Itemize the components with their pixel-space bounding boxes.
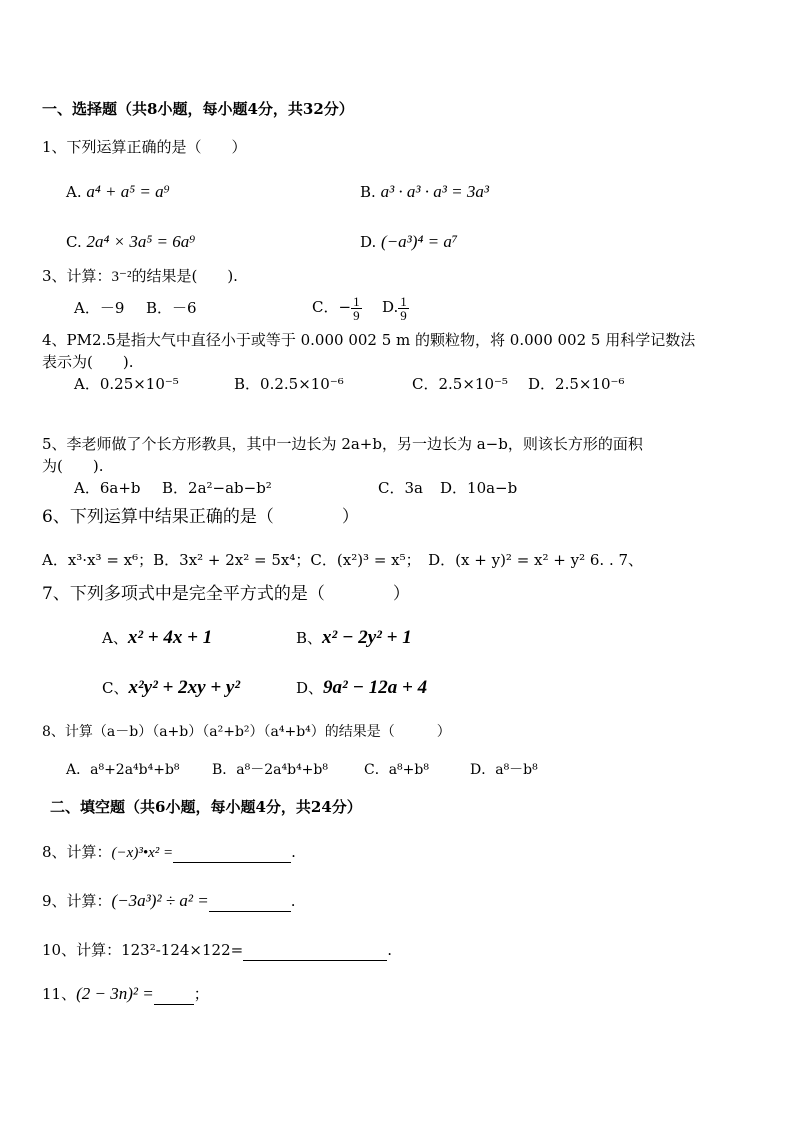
q3-option-d-label: D. bbox=[382, 298, 399, 316]
fill-question-9 bbox=[42, 891, 295, 912]
q1-option-c bbox=[66, 232, 195, 252]
q3-option-c-fraction bbox=[351, 295, 362, 322]
q3-expression: 3⁻² bbox=[111, 269, 132, 285]
q8-option-c: C．a⁸+b⁸ bbox=[364, 762, 429, 778]
q7-option-c-label: C、 bbox=[102, 679, 129, 697]
q3-option-a: A．－9 bbox=[74, 299, 125, 317]
q7-option-a bbox=[102, 626, 212, 650]
q7-option-b-math: x² − 2y² + 1 bbox=[322, 627, 412, 648]
fill-11-math: (2 − 3n)² = bbox=[76, 984, 154, 1003]
question-4-line-2: 表示为( ). bbox=[42, 353, 134, 371]
q3-option-d-fraction bbox=[398, 295, 409, 322]
fill-question-10 bbox=[42, 940, 392, 961]
question-1-stem: 1、下列运算正确的是（ ） bbox=[42, 138, 247, 156]
q7-option-d-math: 9a² − 12a + 4 bbox=[323, 677, 428, 698]
q1-option-b-label: B. bbox=[360, 183, 376, 201]
fill-8-suffix: . bbox=[291, 843, 296, 861]
q3-stem-post: 的结果是( ). bbox=[131, 267, 238, 285]
q3-option-c: C．− $\frac{1}{9}$ bbox=[312, 293, 360, 323]
q7-option-b bbox=[296, 626, 412, 650]
q3-d-denominator: 9 bbox=[400, 307, 407, 323]
q1-option-b bbox=[360, 182, 489, 202]
question-8-stem: 8、计算（a－b）（a+b）（a²+b²）（a⁴+b⁴）的结果是（ ） bbox=[42, 724, 451, 740]
q3-option-d bbox=[382, 292, 409, 322]
q5-option-d: D．10a−b bbox=[440, 479, 518, 497]
q7-option-c-math: x²y² + 2xy + y² bbox=[128, 677, 241, 698]
fill-question-11 bbox=[42, 984, 209, 1005]
q5-option-a: A．6a+b bbox=[74, 479, 141, 497]
q8-option-a: A．a⁸+2a⁴b⁴+b⁸ bbox=[66, 762, 180, 778]
fill-11-suffix: ； bbox=[193, 985, 209, 1003]
section-heading-choice: 一、选择题（共8小题，每小题4分，共32分） bbox=[42, 100, 354, 118]
fill-8-math: (−x)³•x² = bbox=[111, 845, 174, 861]
q7-option-a-math: x² + 4x + 1 bbox=[127, 627, 213, 648]
q4-option-a: A．0.25×10⁻⁵ bbox=[74, 375, 179, 393]
q7-option-d bbox=[296, 676, 427, 700]
fill-8-answer-blank[interactable] bbox=[173, 842, 291, 863]
q4-option-b: B．0.2.5×10⁻⁶ bbox=[234, 375, 344, 393]
q8-option-b: B．a⁸－2a⁴b⁴+b⁸ bbox=[212, 762, 328, 778]
q3-stem-pre: 3、计算： bbox=[42, 267, 112, 285]
q1-option-a-label: A. bbox=[66, 183, 82, 201]
q1-option-d-math: (−a³)⁴ = a⁷ bbox=[381, 232, 458, 251]
fill-10-answer-blank[interactable] bbox=[243, 940, 387, 961]
fill-question-8 bbox=[42, 842, 296, 863]
q3-option-c-label: C． bbox=[312, 298, 339, 316]
q7-option-d-label: D、 bbox=[296, 679, 324, 697]
q4-option-c: C．2.5×10⁻⁵ bbox=[412, 375, 508, 393]
q3-option-b: B．－6 bbox=[146, 299, 197, 317]
q1-option-a bbox=[66, 182, 170, 202]
fill-9-answer-blank[interactable] bbox=[209, 891, 291, 912]
question-5-line-1: 5、李老师做了个长方形教具，其中一边长为 2a+b，另一边长为 a−b，则该长方形的面积 bbox=[42, 435, 643, 453]
q1-option-d bbox=[360, 232, 458, 252]
q1-option-a-math: a⁴ + a⁵ = a⁹ bbox=[86, 182, 170, 201]
fill-8-prefix: 8、计算： bbox=[42, 843, 112, 861]
q1-option-c-math: 2a⁴ × 3a⁵ = 6a⁹ bbox=[86, 232, 196, 251]
q5-option-c: C．3a bbox=[378, 479, 423, 497]
question-3-stem bbox=[42, 266, 238, 287]
question-6-stem: 6、下列运算中结果正确的是（ ） bbox=[42, 507, 359, 527]
question-4-line-1: 4、PM2.5是指大气中直径小于或等于 0.000 002 5 m 的颗粒物，将 0.000 002 5 用科学记数法 bbox=[42, 331, 696, 349]
q3-c-denominator: 9 bbox=[353, 307, 360, 323]
fill-10-suffix: . bbox=[387, 941, 392, 959]
q5-option-b: B．2a²−ab−b² bbox=[162, 479, 272, 497]
q7-option-c bbox=[102, 676, 240, 700]
q1-option-d-label: D. bbox=[360, 233, 377, 251]
fill-10-prefix: 10、计算：123²-124×122= bbox=[42, 941, 244, 959]
fill-9-prefix: 9、计算： bbox=[42, 892, 112, 910]
q3-d-numerator: 1 bbox=[400, 293, 407, 309]
fill-11-prefix: 11、 bbox=[42, 985, 77, 1003]
fill-9-math: (−3a³)² ÷ a² = bbox=[111, 891, 209, 910]
q7-option-b-label: B、 bbox=[296, 629, 323, 647]
q1-option-b-math: a³ · a³ · a³ = 3a³ bbox=[380, 182, 489, 201]
q8-option-d: D．a⁸－b⁸ bbox=[470, 762, 538, 778]
q3-c-numerator: 1 bbox=[353, 293, 360, 309]
q4-option-d: D．2.5×10⁻⁶ bbox=[528, 375, 625, 393]
section-heading-fill-in: 二、填空题（共6小题，每小题4分，共24分） bbox=[50, 798, 362, 816]
fill-11-answer-blank[interactable] bbox=[154, 984, 194, 1005]
q7-option-a-label: A、 bbox=[102, 629, 128, 647]
question-7-stem: 7、下列多项式中是完全平方式的是（ ） bbox=[42, 584, 410, 604]
q1-option-c-label: C. bbox=[66, 233, 82, 251]
question-5-line-2: 为( ). bbox=[42, 457, 104, 475]
fill-9-suffix: . bbox=[290, 892, 296, 910]
question-6-options: A．x³·x³ = x⁶；B．3x² + 2x² = 5x⁴；C．(x²)³ = x⁵； D．(x + y)² = x² + y² 6. . 7、 bbox=[42, 551, 644, 569]
